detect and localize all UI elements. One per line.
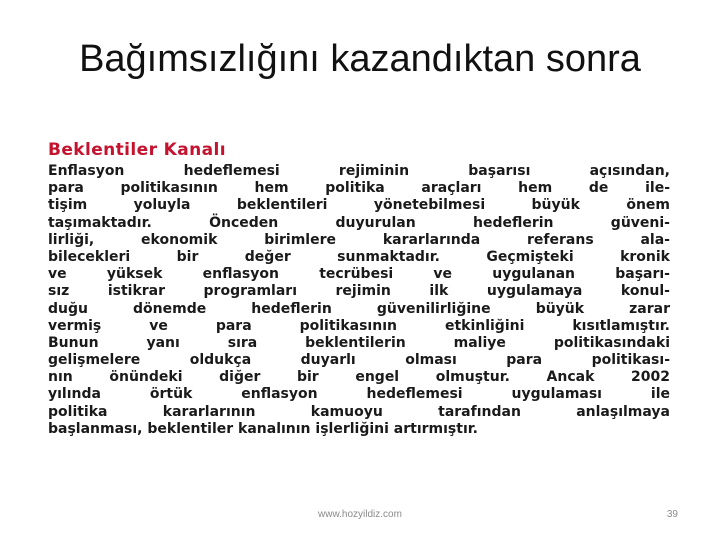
scan-line: para politikasının hem politika araçları hem de ile- [48, 180, 670, 197]
scan-heading: Beklentiler Kanalı [48, 140, 226, 160]
scan-paragraph [48, 163, 670, 438]
scan-line: sız istikrar programları rejimin ilk uygulamaya konul- [48, 283, 670, 300]
scan-line: Enflasyon hedeflemesi rejiminin başarısı açısından, [48, 163, 670, 179]
scan-line: başlanması, beklentiler kanalının işlerliğini artırmıştır. [48, 420, 478, 437]
scan-line: nın önündeki diğer bir engel olmuştur. Ancak 2002 [48, 369, 670, 386]
scan-line: politika kararlarının kamuoyu tarafından anlaşılmaya [48, 403, 670, 420]
scan-line: bilecekleri bir değer sunmaktadır. Geçmişteki kronik [48, 248, 670, 265]
scan-line: ve yüksek enflasyon tecrübesi ve uygulanan başarı- [48, 266, 670, 283]
scan-line: yılında örtük enflasyon hedeflemesi uygulaması ile [48, 386, 670, 403]
scan-line: gelişmelere oldukça duyarlı olması para politikası- [48, 352, 670, 369]
footer-url: www.hozyildiz.com [318, 509, 402, 520]
scanned-text-image [48, 128, 670, 474]
scan-line: vermiş ve para politikasının etkinliğini kısıtlamıştır. [48, 317, 670, 334]
scan-line: duğu dönemde hedeflerin güvenilirliğine büyük zarar [48, 300, 670, 317]
scan-line: lirliği, ekonomik birimlere kararlarında referans ala- [48, 231, 670, 248]
scan-line: Bunun yanı sıra beklentilerin maliye politikasındaki [48, 334, 670, 351]
scan-line: tişim yoluyla beklentileri yönetebilmesi büyük önem [48, 197, 670, 214]
page-number: 39 [666, 509, 678, 520]
scan-line: taşımaktadır. Önceden duyurulan hedeflerin güveni- [48, 214, 670, 231]
slide-title: Bağımsızlığını kazandıktan sonra [79, 38, 641, 80]
